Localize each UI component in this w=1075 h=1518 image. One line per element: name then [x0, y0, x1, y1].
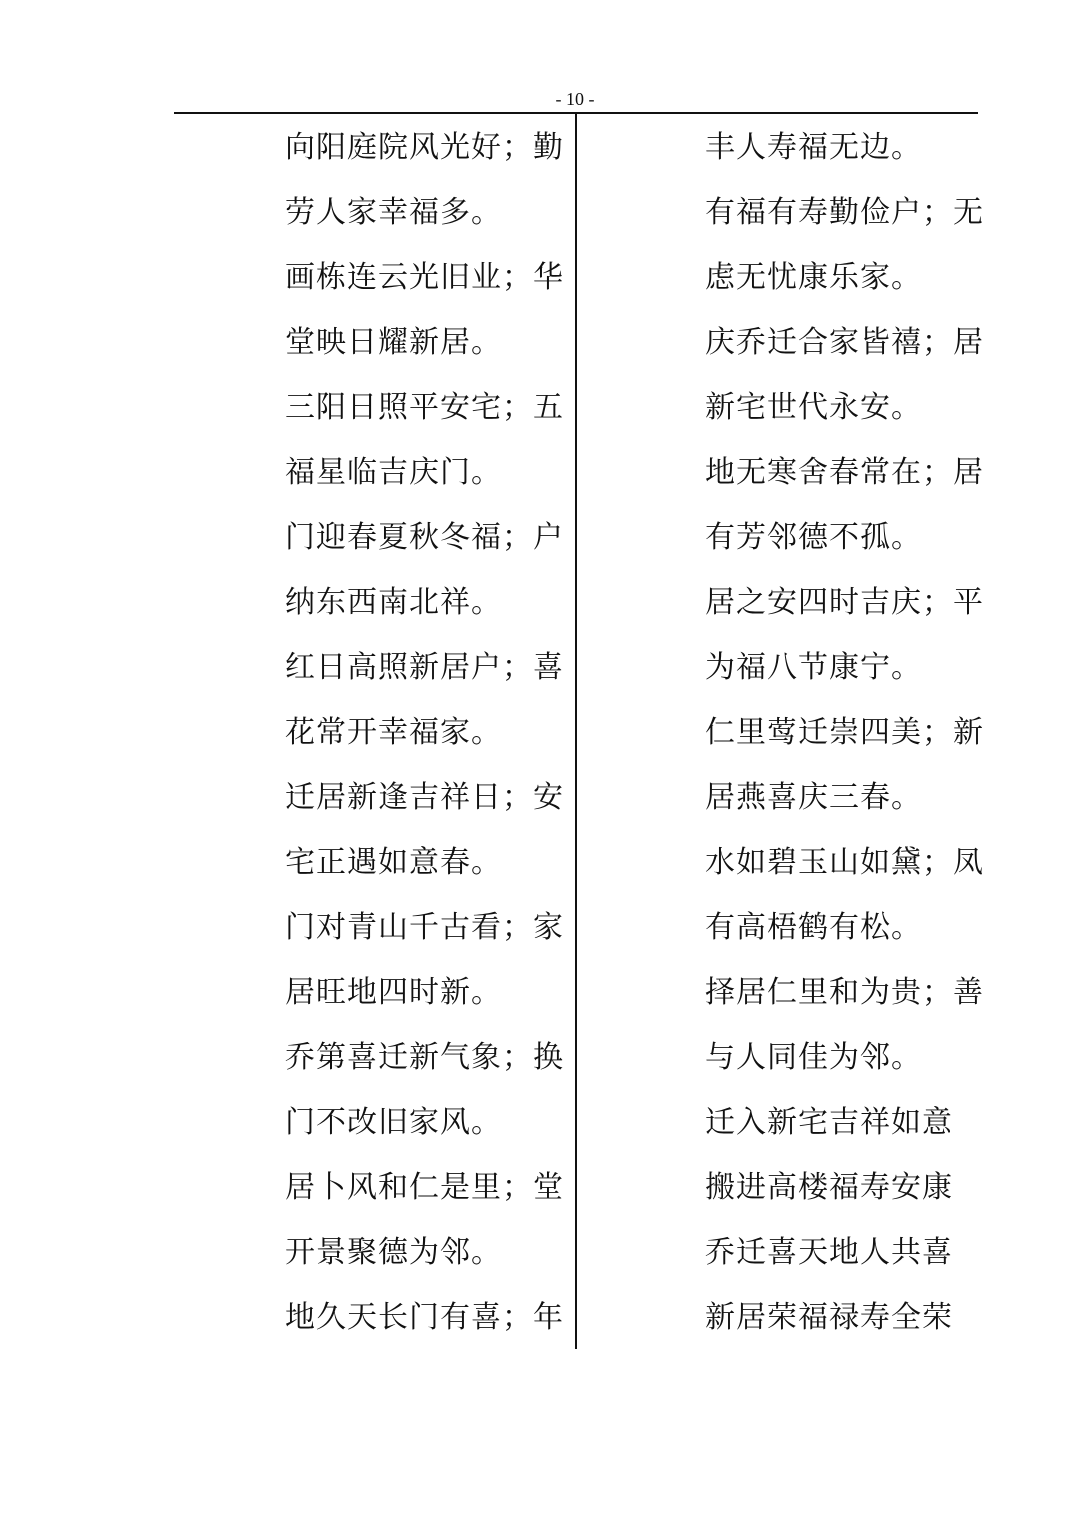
- couplet-line: 新宅世代永安。: [705, 390, 922, 425]
- right-column: [705, 115, 984, 1350]
- couplet-line: 劳人家幸福多。: [285, 195, 502, 230]
- page-number: - 10 -: [555, 89, 595, 109]
- couplet-line: 新居荣福禄寿全荣: [705, 1300, 953, 1335]
- couplet-line: 择居仁里和为贵；善: [705, 975, 984, 1010]
- couplet-line: 堂映日耀新居。: [285, 325, 502, 360]
- couplet-line: 门迎春夏秋冬福；户: [285, 520, 564, 555]
- couplet-line: 与人同佳为邻。: [705, 1040, 922, 1075]
- couplet-line: 丰人寿福无边。: [705, 130, 922, 165]
- couplet-line: 迁居新逢吉祥日；安: [285, 780, 564, 815]
- couplet-line: 福星临吉庆门。: [285, 455, 502, 490]
- couplet-line: 乔迁喜天地人共喜: [705, 1235, 953, 1270]
- couplet-line: 地无寒舍春常在；居: [705, 455, 984, 490]
- couplet-line: 有芳邻德不孤。: [705, 520, 922, 555]
- couplet-line: 乔第喜迁新气象；换: [285, 1040, 564, 1075]
- couplet-line: 向阳庭院风光好；勤: [285, 130, 564, 165]
- couplet-line: 迁入新宅吉祥如意: [705, 1105, 953, 1140]
- couplet-line: 门对青山千古看；家: [285, 910, 564, 945]
- couplet-line: 有福有寿勤俭户；无: [705, 195, 984, 230]
- couplet-line: 为福八节康宁。: [705, 650, 922, 685]
- couplet-line: 画栋连云光旧业；华: [285, 260, 564, 295]
- couplet-line: 水如碧玉山如黛；凤: [705, 845, 984, 880]
- couplet-line: 居燕喜庆三春。: [705, 780, 922, 815]
- couplet-line: 搬进高楼福寿安康: [705, 1170, 953, 1205]
- couplet-line: 三阳日照平安宅；五: [285, 390, 564, 425]
- left-column: [285, 115, 564, 1350]
- couplet-line: 开景聚德为邻。: [285, 1235, 502, 1270]
- couplet-line: 庆乔迁合家皆禧；居: [705, 325, 984, 360]
- couplet-line: 门不改旧家风。: [285, 1105, 502, 1140]
- couplet-line: 宅正遇如意春。: [285, 845, 502, 880]
- couplet-line: 有高梧鹤有松。: [705, 910, 922, 945]
- couplet-line: 居卜风和仁是里；堂: [285, 1170, 564, 1205]
- couplet-line: 居之安四时吉庆；平: [705, 585, 984, 620]
- couplet-line: 居旺地四时新。: [285, 975, 502, 1010]
- couplet-line: 花常开幸福家。: [285, 715, 502, 750]
- couplet-line: 红日高照新居户；喜: [285, 650, 564, 685]
- column-divider: [575, 113, 577, 1349]
- couplet-line: 虑无忧康乐家。: [705, 260, 922, 295]
- couplet-line: 地久天长门有喜；年: [285, 1300, 564, 1335]
- couplet-line: 仁里莺迁崇四美；新: [705, 715, 984, 750]
- couplet-line: 纳东西南北祥。: [285, 585, 502, 620]
